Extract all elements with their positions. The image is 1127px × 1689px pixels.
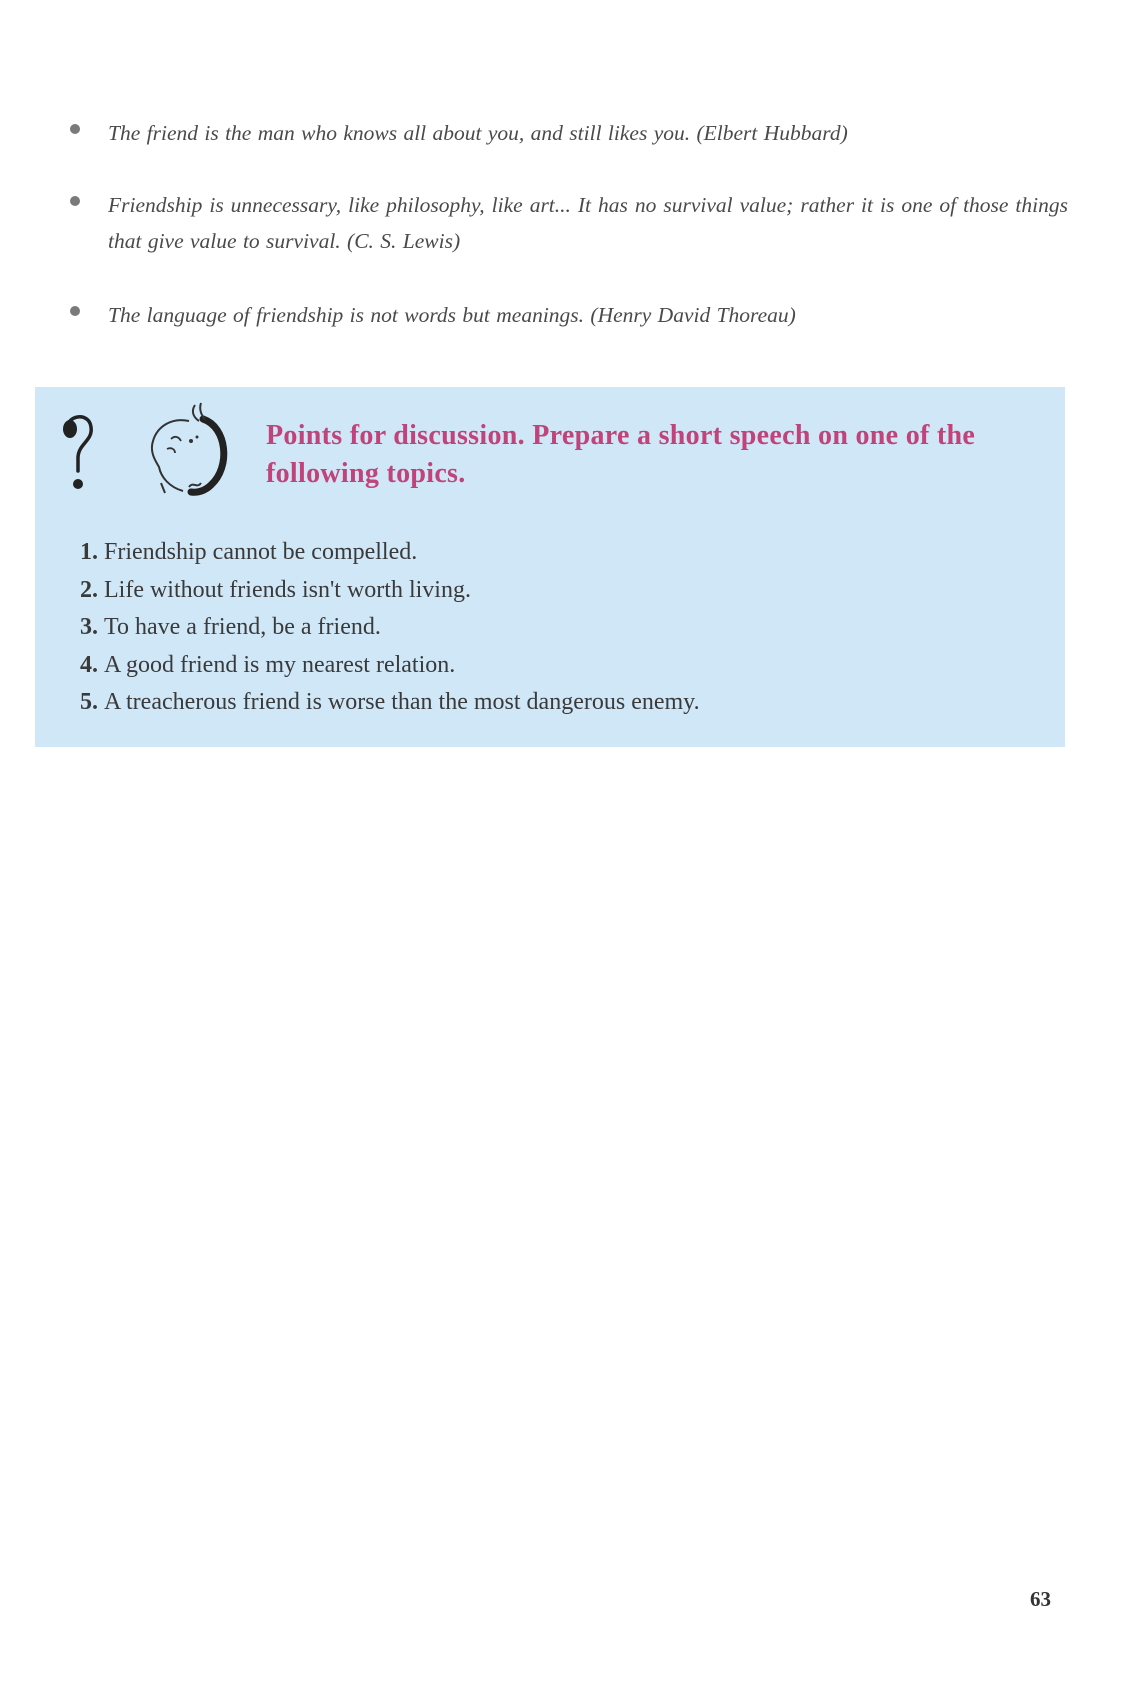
- topic-text: To have a friend, be a friend.: [104, 614, 381, 640]
- discussion-box: [35, 387, 1065, 747]
- thinking-head-icon: [131, 397, 241, 507]
- bullet-icon: [70, 196, 80, 206]
- list-item: [80, 609, 700, 647]
- list-item: [80, 572, 700, 610]
- topic-text: Life without friends isn't worth living.: [104, 576, 471, 603]
- quote-text: Friendship is unnecessary, like philosophy, like art... It has no survival value; rather it is one of those things that give value to survival. (C. S. Lewis): [108, 193, 1068, 253]
- list-item: [80, 534, 700, 572]
- list-item: [80, 684, 700, 722]
- page-number: 63: [1030, 1587, 1051, 1611]
- discussion-heading: Points for discussion. Prepare a short speech on one of the following topics.: [266, 420, 976, 489]
- quote-text: The friend is the man who knows all about you, and still likes you. (Elbert Hubbard): [108, 121, 848, 145]
- topic-number: 1.: [80, 539, 98, 565]
- topics-list: [80, 534, 700, 722]
- quote-text: The language of friendship is not words but meanings. (Henry David Thoreau): [108, 303, 796, 327]
- question-mark-icon: [59, 405, 99, 495]
- topic-number: 5.: [80, 689, 98, 715]
- topic-number: 4.: [80, 651, 98, 678]
- topic-number: 3.: [80, 614, 98, 640]
- bullet-icon: [70, 306, 80, 316]
- topic-text: A treacherous friend is worse than the most dangerous enemy.: [104, 689, 700, 715]
- topic-text: Friendship cannot be compelled.: [104, 539, 418, 565]
- topic-number: 2.: [80, 576, 98, 603]
- list-item: [80, 647, 700, 685]
- bullet-icon: [70, 124, 80, 134]
- topic-text: A good friend is my nearest relation.: [104, 651, 456, 678]
